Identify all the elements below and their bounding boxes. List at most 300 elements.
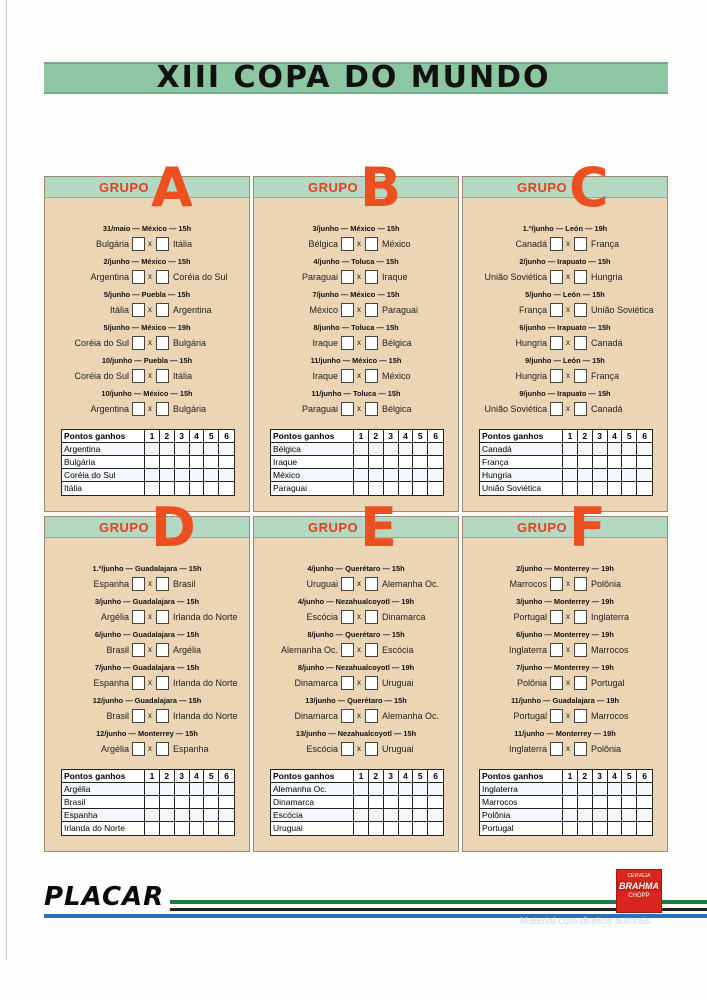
points-cell[interactable] <box>175 456 190 468</box>
home-score-box[interactable] <box>341 402 354 416</box>
versus-mark: x <box>357 645 361 654</box>
points-cell[interactable] <box>593 469 608 481</box>
points-header-label: Pontos ganhos <box>271 430 354 442</box>
points-cell[interactable] <box>219 822 234 835</box>
points-cell[interactable] <box>578 796 593 808</box>
match-row <box>254 741 458 759</box>
points-cell[interactable] <box>160 482 175 495</box>
round-header: 3 <box>384 770 399 782</box>
home-score-box[interactable] <box>550 402 563 416</box>
away-score-box[interactable] <box>574 676 587 690</box>
points-cell[interactable] <box>593 482 608 495</box>
away-score-box[interactable] <box>574 237 587 251</box>
match-row <box>463 576 667 594</box>
points-cell[interactable] <box>428 443 443 455</box>
points-cell[interactable] <box>428 796 443 808</box>
points-cell[interactable] <box>175 809 190 821</box>
points-cell[interactable] <box>563 822 578 835</box>
points-cell[interactable] <box>369 482 384 495</box>
home-team: México <box>309 305 338 315</box>
points-cell[interactable] <box>399 796 414 808</box>
points-cell[interactable] <box>563 456 578 468</box>
points-cell[interactable] <box>622 443 637 455</box>
points-cell[interactable] <box>399 443 414 455</box>
round-header: 3 <box>175 770 190 782</box>
points-cell[interactable] <box>563 796 578 808</box>
away-team: Bélgica <box>382 404 412 414</box>
away-score-box[interactable] <box>574 742 587 756</box>
points-cell[interactable] <box>160 796 175 808</box>
home-score-box[interactable] <box>550 270 563 284</box>
points-cell[interactable] <box>608 796 623 808</box>
group-label: GRUPO <box>99 180 150 195</box>
team-name: Uruguai <box>271 822 354 835</box>
points-cell[interactable] <box>354 783 369 795</box>
round-header: 4 <box>399 430 414 442</box>
away-score-box[interactable] <box>365 577 378 591</box>
away-score-box[interactable] <box>156 237 169 251</box>
match-date: 4/junho — Nezahualcoyotl — 19h <box>297 597 415 606</box>
home-team: Espanha <box>93 678 129 688</box>
points-cell[interactable] <box>219 809 234 821</box>
points-cell[interactable] <box>175 822 190 835</box>
points-cell[interactable] <box>637 443 652 455</box>
home-score-box[interactable] <box>341 303 354 317</box>
points-cell[interactable] <box>593 809 608 821</box>
points-cell[interactable] <box>145 783 160 795</box>
match-row <box>254 302 458 320</box>
points-header-label: Pontos ganhos <box>62 770 145 782</box>
versus-mark: x <box>148 678 152 687</box>
group-label: GRUPO <box>308 180 359 195</box>
points-cell[interactable] <box>354 443 369 455</box>
home-score-box[interactable] <box>550 709 563 723</box>
points-cell[interactable] <box>563 783 578 795</box>
points-cell[interactable] <box>428 456 443 468</box>
points-cell[interactable] <box>608 822 623 835</box>
home-score-box[interactable] <box>132 402 145 416</box>
points-cell[interactable] <box>428 783 443 795</box>
round-header: 5 <box>413 430 428 442</box>
points-cell[interactable] <box>175 783 190 795</box>
home-team: Argentina <box>90 404 129 414</box>
points-cell[interactable] <box>608 783 623 795</box>
away-score-box[interactable] <box>156 709 169 723</box>
points-cell[interactable] <box>219 456 234 468</box>
points-cell[interactable] <box>413 469 428 481</box>
home-score-box[interactable] <box>132 336 145 350</box>
match-date: 13/junho — Querétaro — 15h <box>305 696 407 705</box>
points-cell[interactable] <box>145 443 160 455</box>
points-cell[interactable] <box>428 809 443 821</box>
away-score-box[interactable] <box>365 237 378 251</box>
away-score-box[interactable] <box>156 643 169 657</box>
team-name: Marrocos <box>480 796 563 808</box>
points-cell[interactable] <box>428 822 443 835</box>
match-row <box>463 302 667 320</box>
home-score-box[interactable] <box>132 270 145 284</box>
home-score-box[interactable] <box>550 369 563 383</box>
home-score-box[interactable] <box>550 742 563 756</box>
points-cell[interactable] <box>637 796 652 808</box>
points-cell[interactable] <box>608 469 623 481</box>
match-date: 5/junho — León — 15h <box>525 290 605 299</box>
points-cell[interactable] <box>563 809 578 821</box>
points-cell[interactable] <box>563 469 578 481</box>
away-score-box[interactable] <box>574 270 587 284</box>
home-score-box[interactable] <box>132 237 145 251</box>
points-cell[interactable] <box>354 809 369 821</box>
points-cell[interactable] <box>354 482 369 495</box>
points-cell[interactable] <box>175 796 190 808</box>
points-cell[interactable] <box>384 796 399 808</box>
points-cell[interactable] <box>354 796 369 808</box>
home-score-box[interactable] <box>341 709 354 723</box>
home-score-box[interactable] <box>341 369 354 383</box>
points-cell[interactable] <box>160 456 175 468</box>
points-cell[interactable] <box>145 809 160 821</box>
points-cell[interactable] <box>593 456 608 468</box>
points-cell[interactable] <box>204 796 219 808</box>
home-team: Dinamarca <box>294 678 338 688</box>
sponsor-top-text: CERVEJA <box>627 873 651 879</box>
points-cell[interactable] <box>608 456 623 468</box>
points-cell[interactable] <box>384 482 399 495</box>
points-cell[interactable] <box>175 443 190 455</box>
points-cell[interactable] <box>190 456 205 468</box>
home-score-box[interactable] <box>550 610 563 624</box>
points-cell[interactable] <box>354 456 369 468</box>
points-cell[interactable] <box>204 443 219 455</box>
points-table-row <box>271 443 443 456</box>
points-cell[interactable] <box>369 796 384 808</box>
match-date: 11/junho — Guadalajara — 19h <box>510 696 620 705</box>
points-cell[interactable] <box>175 469 190 481</box>
away-score-box[interactable] <box>156 742 169 756</box>
away-score-box[interactable] <box>156 676 169 690</box>
points-cell[interactable] <box>369 443 384 455</box>
away-score-box[interactable] <box>365 742 378 756</box>
home-score-box[interactable] <box>341 336 354 350</box>
sponsor-name: BRAHMA <box>619 881 659 891</box>
team-name: Inglaterra <box>480 783 563 795</box>
points-cell[interactable] <box>413 796 428 808</box>
points-cell[interactable] <box>637 783 652 795</box>
home-team: Dinamarca <box>294 711 338 721</box>
away-score-box[interactable] <box>574 577 587 591</box>
versus-mark: x <box>148 711 152 720</box>
team-name: Irlanda do Norte <box>62 822 145 835</box>
match-row <box>463 368 667 386</box>
points-cell[interactable] <box>204 822 219 835</box>
home-score-box[interactable] <box>550 336 563 350</box>
points-cell[interactable] <box>369 809 384 821</box>
away-score-box[interactable] <box>365 270 378 284</box>
points-cell[interactable] <box>204 456 219 468</box>
home-team: Brasil <box>106 711 129 721</box>
points-cell[interactable] <box>145 469 160 481</box>
points-cell[interactable] <box>354 822 369 835</box>
points-cell[interactable] <box>593 783 608 795</box>
home-team: União Soviética <box>484 272 547 282</box>
away-score-box[interactable] <box>156 402 169 416</box>
team-name: Alemanha Oc. <box>271 783 354 795</box>
away-score-box[interactable] <box>365 303 378 317</box>
points-table-header <box>62 430 234 443</box>
away-score-box[interactable] <box>156 303 169 317</box>
points-table-row <box>480 809 652 822</box>
away-team: México <box>382 239 411 249</box>
home-score-box[interactable] <box>550 577 563 591</box>
points-cell[interactable] <box>578 783 593 795</box>
team-name: Espanha <box>62 809 145 821</box>
points-cell[interactable] <box>622 783 637 795</box>
home-team: Inglaterra <box>508 645 547 655</box>
points-cell[interactable] <box>219 482 234 495</box>
points-cell[interactable] <box>413 783 428 795</box>
points-cell[interactable] <box>354 469 369 481</box>
points-cell[interactable] <box>608 809 623 821</box>
points-table-row <box>62 809 234 822</box>
points-table-header <box>271 770 443 783</box>
points-cell[interactable] <box>578 469 593 481</box>
away-score-box[interactable] <box>365 402 378 416</box>
away-score-box[interactable] <box>574 610 587 624</box>
home-score-box[interactable] <box>132 742 145 756</box>
points-cell[interactable] <box>622 822 637 835</box>
points-cell[interactable] <box>593 443 608 455</box>
points-cell[interactable] <box>190 482 205 495</box>
points-cell[interactable] <box>563 443 578 455</box>
round-header: 3 <box>384 430 399 442</box>
away-score-box[interactable] <box>365 369 378 383</box>
points-cell[interactable] <box>578 456 593 468</box>
match-row <box>45 236 249 254</box>
points-cell[interactable] <box>369 783 384 795</box>
round-header: 4 <box>190 430 205 442</box>
away-score-box[interactable] <box>365 610 378 624</box>
points-cell[interactable] <box>637 809 652 821</box>
home-score-box[interactable] <box>132 610 145 624</box>
points-table-header <box>271 430 443 443</box>
home-score-box[interactable] <box>341 643 354 657</box>
points-cell[interactable] <box>563 482 578 495</box>
points-cell[interactable] <box>160 783 175 795</box>
points-cell[interactable] <box>399 469 414 481</box>
home-team: Paraguai <box>301 404 338 414</box>
points-cell[interactable] <box>219 469 234 481</box>
away-score-box[interactable] <box>156 336 169 350</box>
away-score-box[interactable] <box>365 336 378 350</box>
match-date: 4/junho — Querétaro — 15h <box>307 564 405 573</box>
points-cell[interactable] <box>399 783 414 795</box>
points-cell[interactable] <box>204 469 219 481</box>
points-cell[interactable] <box>622 456 637 468</box>
home-score-box[interactable] <box>132 709 145 723</box>
points-cell[interactable] <box>204 783 219 795</box>
home-score-box[interactable] <box>132 577 145 591</box>
points-cell[interactable] <box>190 443 205 455</box>
round-header: 6 <box>642 431 647 441</box>
away-score-box[interactable] <box>156 369 169 383</box>
group-panel-a <box>44 156 250 512</box>
points-cell[interactable] <box>637 456 652 468</box>
away-score-box[interactable] <box>574 303 587 317</box>
match-row <box>254 269 458 287</box>
points-cell[interactable] <box>384 443 399 455</box>
home-score-box[interactable] <box>550 303 563 317</box>
home-score-box[interactable] <box>550 676 563 690</box>
away-team: Bulgária <box>173 404 207 414</box>
points-cell[interactable] <box>428 469 443 481</box>
points-cell[interactable] <box>578 443 593 455</box>
versus-mark: x <box>357 305 361 314</box>
match-list <box>45 561 249 759</box>
away-score-box[interactable] <box>574 336 587 350</box>
points-cell[interactable] <box>622 796 637 808</box>
points-cell[interactable] <box>369 469 384 481</box>
away-score-box[interactable] <box>365 709 378 723</box>
points-cell[interactable] <box>608 443 623 455</box>
home-score-box[interactable] <box>132 303 145 317</box>
home-score-box[interactable] <box>341 676 354 690</box>
points-cell[interactable] <box>622 482 637 495</box>
points-cell[interactable] <box>145 796 160 808</box>
away-score-box[interactable] <box>156 270 169 284</box>
home-score-box[interactable] <box>132 369 145 383</box>
away-team: Polônia <box>591 744 622 754</box>
points-cell[interactable] <box>145 482 160 495</box>
away-score-box[interactable] <box>365 643 378 657</box>
home-team: Argélia <box>100 612 129 622</box>
match-date: 3/junho — México — 15h <box>312 224 400 233</box>
team-name: Escócia <box>271 809 354 821</box>
points-cell[interactable] <box>637 822 652 835</box>
points-cell[interactable] <box>399 456 414 468</box>
away-score-box[interactable] <box>574 402 587 416</box>
points-cell[interactable] <box>428 482 443 495</box>
away-team: Uruguai <box>382 744 414 754</box>
home-score-box[interactable] <box>341 270 354 284</box>
points-cell[interactable] <box>399 482 414 495</box>
points-cell[interactable] <box>160 443 175 455</box>
versus-mark: x <box>357 239 361 248</box>
team-name: Portugal <box>480 822 563 835</box>
home-score-box[interactable] <box>341 610 354 624</box>
match-date: 8/junho — Toluca — 15h <box>313 323 399 332</box>
versus-mark: x <box>148 579 152 588</box>
home-score-box[interactable] <box>132 643 145 657</box>
points-cell[interactable] <box>637 482 652 495</box>
points-cell[interactable] <box>219 443 234 455</box>
home-score-box[interactable] <box>341 577 354 591</box>
points-cell[interactable] <box>593 796 608 808</box>
home-score-box[interactable] <box>341 237 354 251</box>
match-row <box>45 642 249 660</box>
points-cell[interactable] <box>190 783 205 795</box>
match-date: 3/junho — Guadalajara — 15h <box>94 597 200 606</box>
group-letter: D <box>151 496 196 559</box>
points-cell[interactable] <box>384 809 399 821</box>
versus-mark: x <box>357 678 361 687</box>
points-cell[interactable] <box>219 783 234 795</box>
points-cell[interactable] <box>413 809 428 821</box>
points-cell[interactable] <box>622 809 637 821</box>
points-cell[interactable] <box>578 809 593 821</box>
home-score-box[interactable] <box>341 742 354 756</box>
round-header: 1 <box>563 430 578 442</box>
points-cell[interactable] <box>384 469 399 481</box>
points-cell[interactable] <box>190 822 205 835</box>
team-name: Bulgária <box>62 456 145 468</box>
points-cell[interactable] <box>204 809 219 821</box>
points-cell[interactable] <box>578 822 593 835</box>
versus-mark: x <box>566 305 570 314</box>
away-score-box[interactable] <box>156 577 169 591</box>
match-row <box>463 236 667 254</box>
match-date: 9/junho — León — 15h <box>525 356 605 365</box>
points-cell[interactable] <box>637 469 652 481</box>
match-date: 7/junho — México — 15h <box>312 290 400 299</box>
points-cell[interactable] <box>413 456 428 468</box>
points-cell[interactable] <box>384 822 399 835</box>
points-cell[interactable] <box>190 796 205 808</box>
points-cell[interactable] <box>175 482 190 495</box>
points-cell[interactable] <box>204 482 219 495</box>
points-cell[interactable] <box>413 482 428 495</box>
points-cell[interactable] <box>608 482 623 495</box>
home-score-box[interactable] <box>132 676 145 690</box>
points-cell[interactable] <box>160 809 175 821</box>
points-cell[interactable] <box>413 822 428 835</box>
away-score-box[interactable] <box>574 709 587 723</box>
points-cell[interactable] <box>219 796 234 808</box>
away-score-box[interactable] <box>365 676 378 690</box>
group-panel-b <box>253 156 459 512</box>
groups-grid <box>44 156 668 852</box>
points-cell[interactable] <box>369 822 384 835</box>
versus-mark: x <box>357 579 361 588</box>
home-score-box[interactable] <box>550 643 563 657</box>
points-cell[interactable] <box>369 456 384 468</box>
points-cell[interactable] <box>578 482 593 495</box>
points-table-row <box>480 443 652 456</box>
points-cell[interactable] <box>190 469 205 481</box>
home-team: Marrocos <box>509 579 547 589</box>
points-cell[interactable] <box>145 456 160 468</box>
away-score-box[interactable] <box>156 610 169 624</box>
home-team: Coréia do Sul <box>74 371 129 381</box>
points-cell[interactable] <box>622 469 637 481</box>
points-cell[interactable] <box>384 783 399 795</box>
points-cell[interactable] <box>160 822 175 835</box>
home-score-box[interactable] <box>550 237 563 251</box>
away-score-box[interactable] <box>574 643 587 657</box>
away-score-box[interactable] <box>574 369 587 383</box>
match-row <box>45 335 249 353</box>
points-cell[interactable] <box>413 443 428 455</box>
points-cell[interactable] <box>399 822 414 835</box>
points-cell[interactable] <box>145 822 160 835</box>
points-cell[interactable] <box>190 809 205 821</box>
page-title: XIII COPA DO MUNDO <box>156 60 551 95</box>
points-header-label: Pontos ganhos <box>271 770 354 782</box>
group-letter: B <box>360 156 402 219</box>
points-cell[interactable] <box>399 809 414 821</box>
points-cell[interactable] <box>593 822 608 835</box>
points-cell[interactable] <box>160 469 175 481</box>
points-cell[interactable] <box>384 456 399 468</box>
